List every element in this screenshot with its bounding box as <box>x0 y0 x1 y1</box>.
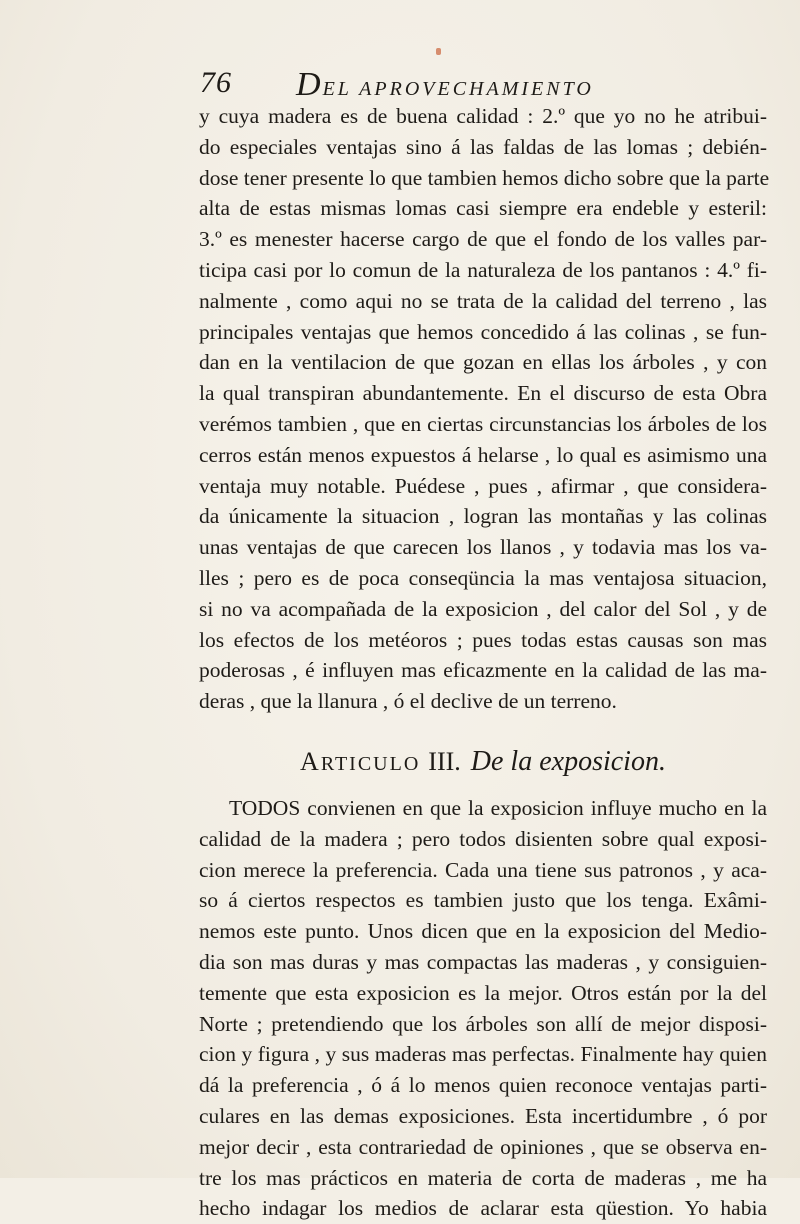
section-heading <box>199 733 767 791</box>
text-line: so á ciertos respectos es tambien justo que los tenga. Exâmi- <box>199 888 767 913</box>
text-line: cion y figura , y sus maderas mas perfectas. Finalmente hay quien <box>199 1042 767 1067</box>
text-line: la qual transpiran abundantemente. En el discurso de esta Obra <box>199 381 767 406</box>
ink-mark <box>436 48 441 55</box>
text-line: los efectos de los metéoros ; pues todas estas causas son mas <box>199 627 767 652</box>
text-line: TODOS convienen en que la exposicion influye mucho en la <box>229 795 767 820</box>
running-head <box>200 66 760 106</box>
text-line: nalmente , como aqui no se trata de la calidad del terreno , las <box>199 288 767 313</box>
text-line: cion merece la preferencia. Cada una tiene sus patronos , y aca- <box>199 857 767 882</box>
text-block <box>199 101 770 1224</box>
text-line: ventaja muy notable. Puédese , pues , afirmar , que considera- <box>199 473 767 498</box>
text-line: 3.º es menester hacerse cargo de que el fondo de los valles par- <box>199 227 767 252</box>
section-heading-number: III. <box>428 746 461 776</box>
section-heading-title: De la exposicion. <box>470 745 666 777</box>
text-line: deras , que la llanura , ó el declive de un terreno. <box>199 689 617 714</box>
text-line: cerros están menos expuestos á helarse , lo qual es asimismo una <box>199 442 767 467</box>
section-heading-initial: A <box>300 746 321 776</box>
text-line: verémos tambien , que en ciertas circunstancias los árboles de los <box>199 411 767 436</box>
text-line: nemos este punto. Unos dicen que en la exposicion del Medio- <box>199 919 767 944</box>
text-line: da únicamente la situacion , logran las montañas y las colinas <box>199 504 767 529</box>
text-line: calidad de la madera ; pero todos disienten sobre qual exposi- <box>199 826 767 851</box>
text-line: dá la preferencia , ó á lo menos quien reconoce ventajas parti- <box>199 1073 767 1098</box>
text-line: ticipa casi por lo comun de la naturaleza de los pantanos : 4.º fi- <box>199 257 767 282</box>
text-line: unas ventajas de que carecen los llanos , y todavia mas los va- <box>199 535 767 560</box>
section-heading-label <box>300 747 420 776</box>
section-heading-label-rest: RTICULO <box>320 752 421 775</box>
text-line: culares en las demas exposiciones. Esta incertidumbre , ó por <box>199 1103 767 1128</box>
text-line: si no va acompañada de la exposicion , del calor del Sol , y de <box>199 596 767 621</box>
paragraph-1 <box>199 101 770 717</box>
running-title <box>296 66 594 104</box>
text-line: lles ; pero es de poca conseqüncia la mas ventajosa situacion, <box>199 565 767 590</box>
text-line: Norte ; pretendiendo que los árboles son allí de mejor disposi- <box>199 1011 767 1036</box>
text-line: hecho indagar los medios de aclarar esta qüestion. Yo habia <box>199 1196 767 1221</box>
text-line: dan en la ventilacion de que gozan en ellas los árboles , y con <box>199 350 767 375</box>
text-line: alta de estas mismas lomas casi siempre era endeble y esteril: <box>199 196 767 221</box>
text-line: dia son mas duras y mas compactas las maderas , y consiguien- <box>199 949 767 974</box>
text-line: poderosas , é influyen mas eficazmente en la calidad de las ma- <box>199 658 767 683</box>
paragraph-2 <box>199 793 767 1224</box>
running-title-initial: D <box>296 66 323 103</box>
text-line: do especiales ventajas sino á las faldas de las lomas ; debién- <box>199 134 767 159</box>
text-line: dose tener presente lo que tambien hemos dicho sobre que la parte <box>199 165 770 190</box>
text-line: tre los mas prácticos en materia de corta de maderas , me ha <box>199 1165 767 1190</box>
text-line: y cuya madera es de buena calidad : 2.º que yo no he atribui- <box>199 104 767 128</box>
text-line: mejor decir , esta contrariedad de opiniones , que se observa en- <box>199 1134 767 1159</box>
text-line: principales ventajas que hemos concedido á las colinas , se fun- <box>199 319 767 344</box>
page-number: 76 <box>200 66 232 99</box>
running-title-rest: EL APROVECHAMIENTO <box>322 78 594 100</box>
text-line: temente que esta exposicion es la mejor. Otros están por la del <box>199 980 767 1005</box>
